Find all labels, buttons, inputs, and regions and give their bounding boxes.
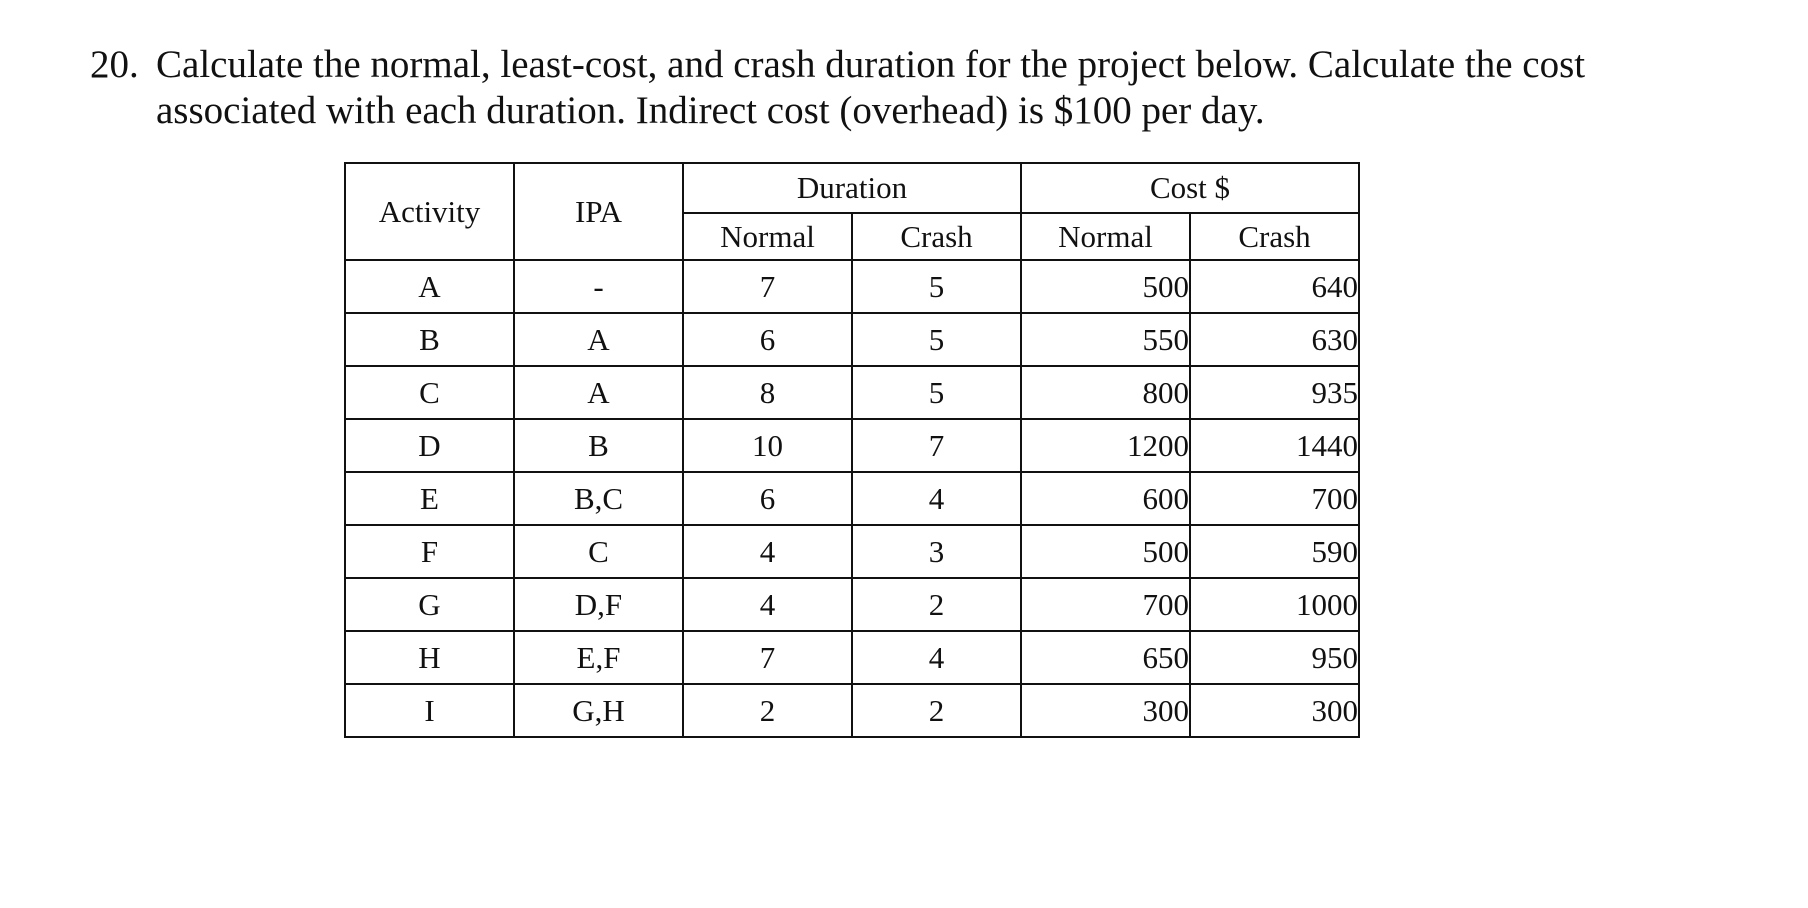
cell-cost-normal: 300: [1021, 684, 1190, 737]
cell-duration-normal: 6: [683, 472, 852, 525]
cell-activity: C: [345, 366, 514, 419]
cell-cost-crash: 640: [1190, 260, 1359, 313]
cell-ipa: B,C: [514, 472, 683, 525]
cell-cost-normal: 700: [1021, 578, 1190, 631]
cell-duration-normal: 4: [683, 525, 852, 578]
cell-duration-normal: 7: [683, 631, 852, 684]
table-row: [345, 472, 1359, 525]
cell-duration-normal: 7: [683, 260, 852, 313]
header-activity: Activity: [345, 163, 514, 260]
table-row: [345, 419, 1359, 472]
question-line-2: associated with each duration. Indirect cost (overhead) is $100 per day.: [156, 89, 1265, 132]
header-cost-normal: Normal: [1021, 213, 1190, 260]
header-duration-crash: Crash: [852, 213, 1021, 260]
table-row: [345, 313, 1359, 366]
cell-activity: I: [345, 684, 514, 737]
cell-duration-crash: 5: [852, 260, 1021, 313]
question-text: [156, 42, 1650, 134]
table-row: [345, 525, 1359, 578]
question-number: 20.: [90, 43, 139, 86]
cell-duration-normal: 8: [683, 366, 852, 419]
table-row: [345, 631, 1359, 684]
cell-ipa: B: [514, 419, 683, 472]
table-row: [345, 684, 1359, 737]
cell-cost-crash: 630: [1190, 313, 1359, 366]
cell-activity: A: [345, 260, 514, 313]
cell-ipa: -: [514, 260, 683, 313]
cell-duration-crash: 2: [852, 578, 1021, 631]
header-duration-normal: Normal: [683, 213, 852, 260]
cell-duration-crash: 5: [852, 313, 1021, 366]
cell-ipa: A: [514, 366, 683, 419]
cell-duration-normal: 6: [683, 313, 852, 366]
header-cost-crash: Crash: [1190, 213, 1359, 260]
cell-duration-crash: 4: [852, 472, 1021, 525]
cell-cost-crash: 590: [1190, 525, 1359, 578]
table-row: [345, 260, 1359, 313]
cell-duration-crash: 4: [852, 631, 1021, 684]
header-ipa: IPA: [514, 163, 683, 260]
cell-cost-normal: 500: [1021, 260, 1190, 313]
cell-cost-normal: 1200: [1021, 419, 1190, 472]
cell-activity: B: [345, 313, 514, 366]
cell-ipa: G,H: [514, 684, 683, 737]
cell-cost-crash: 950: [1190, 631, 1359, 684]
cell-duration-crash: 3: [852, 525, 1021, 578]
table-row: [345, 578, 1359, 631]
cell-activity: F: [345, 525, 514, 578]
cell-cost-crash: 1440: [1190, 419, 1359, 472]
cell-activity: E: [345, 472, 514, 525]
cell-activity: G: [345, 578, 514, 631]
cell-cost-crash: 300: [1190, 684, 1359, 737]
cell-duration-normal: 10: [683, 419, 852, 472]
question-line-1: Calculate the normal, least-cost, and crash duration for the project below. Calculate the cost: [156, 43, 1586, 86]
cell-ipa: D,F: [514, 578, 683, 631]
cell-duration-crash: 2: [852, 684, 1021, 737]
header-cost: Cost $: [1021, 163, 1359, 213]
project-table: [344, 162, 1360, 738]
cell-duration-crash: 7: [852, 419, 1021, 472]
cell-ipa: C: [514, 525, 683, 578]
cell-cost-normal: 800: [1021, 366, 1190, 419]
cell-cost-normal: 550: [1021, 313, 1190, 366]
cell-activity: D: [345, 419, 514, 472]
table-header-row: [345, 163, 1359, 213]
cell-duration-normal: 2: [683, 684, 852, 737]
table-row: [345, 366, 1359, 419]
cell-cost-normal: 600: [1021, 472, 1190, 525]
cell-cost-crash: 700: [1190, 472, 1359, 525]
cell-cost-normal: 650: [1021, 631, 1190, 684]
cell-cost-normal: 500: [1021, 525, 1190, 578]
cell-duration-normal: 4: [683, 578, 852, 631]
cell-cost-crash: 935: [1190, 366, 1359, 419]
cell-duration-crash: 5: [852, 366, 1021, 419]
cell-ipa: E,F: [514, 631, 683, 684]
cell-cost-crash: 1000: [1190, 578, 1359, 631]
cell-activity: H: [345, 631, 514, 684]
cell-ipa: A: [514, 313, 683, 366]
header-duration: Duration: [683, 163, 1021, 213]
